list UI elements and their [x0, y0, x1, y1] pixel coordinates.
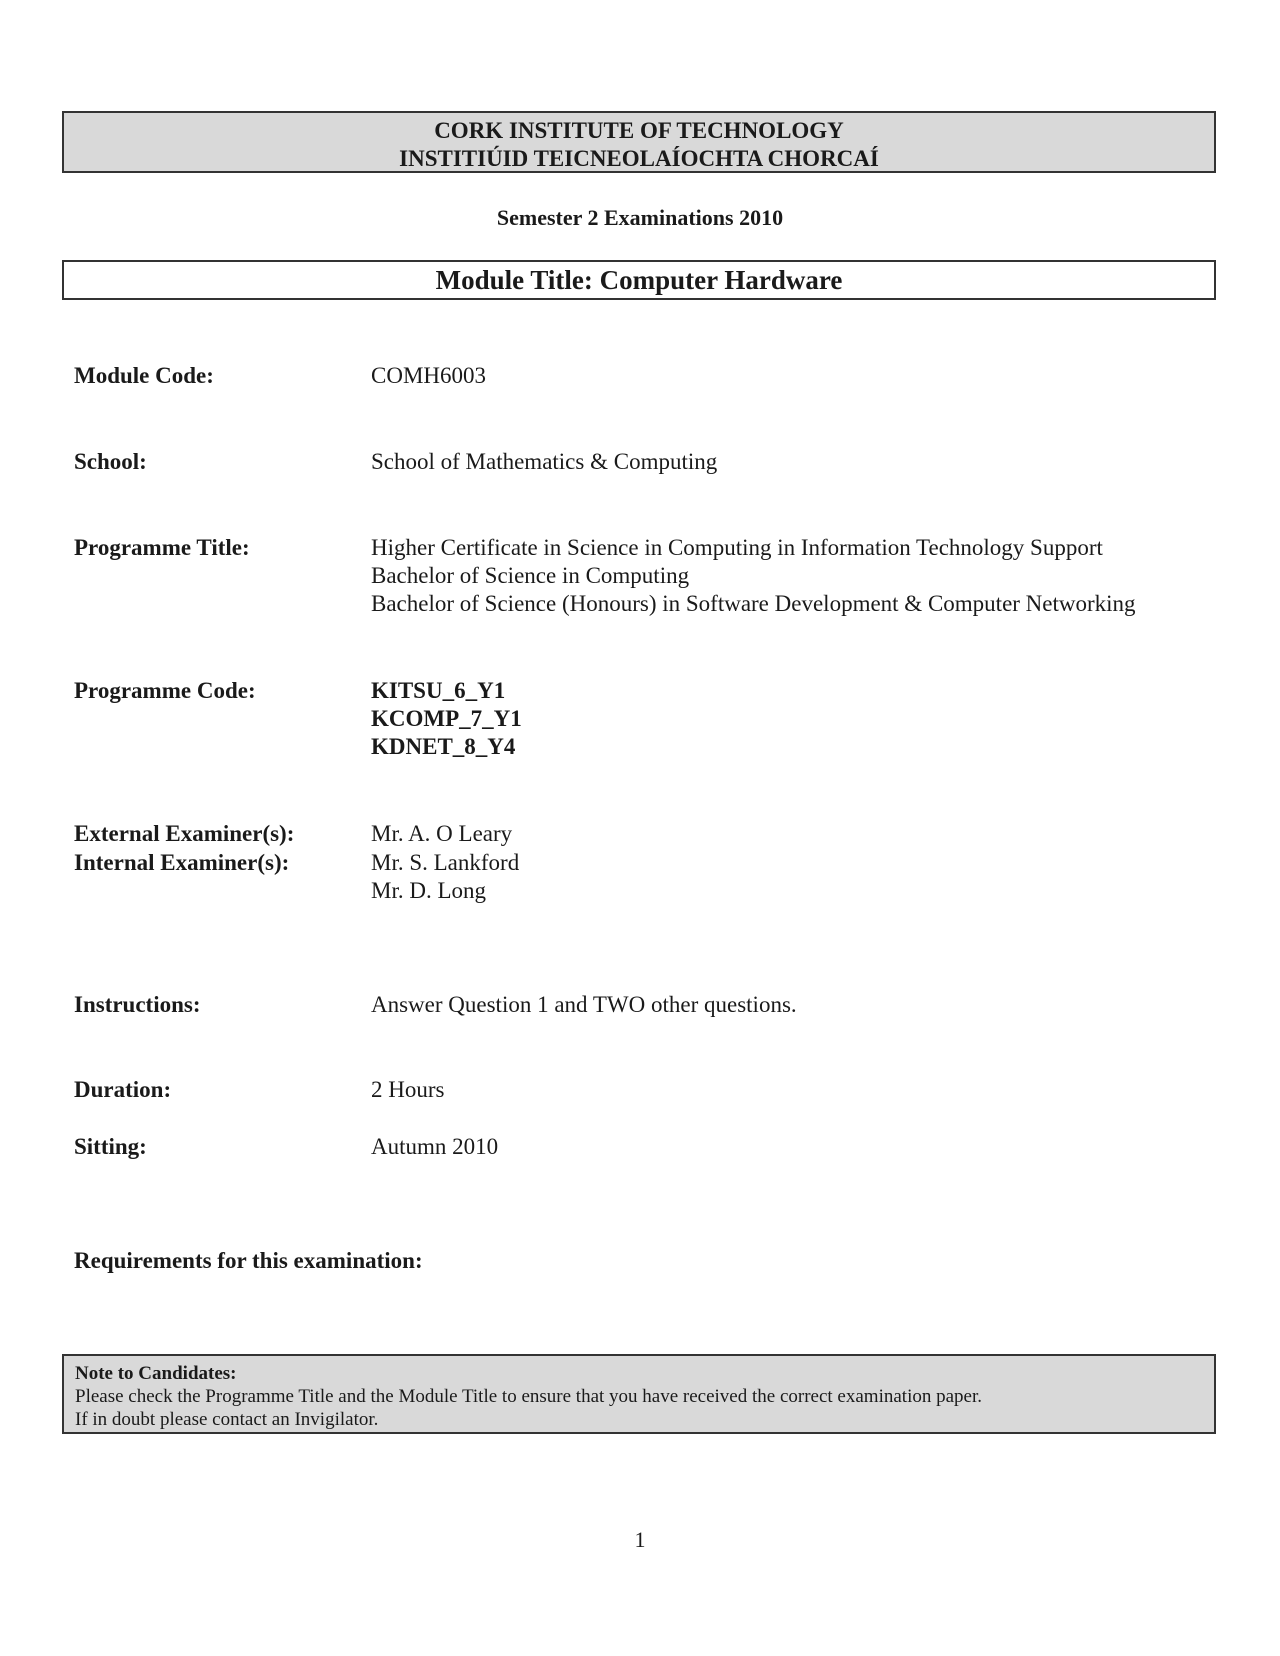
- instructions-value: Answer Question 1 and TWO other questions.: [371, 992, 797, 1017]
- institute-header: [62, 111, 1216, 173]
- internal-examiner-label: Internal Examiner(s):: [74, 850, 290, 875]
- programme-title-line: Bachelor of Science (Honours) in Software Development & Computer Networking: [371, 591, 1136, 616]
- duration-label: Duration:: [74, 1077, 172, 1102]
- internal-examiner-line: Mr. D. Long: [371, 878, 486, 903]
- programme-title-label: Programme Title:: [74, 535, 250, 560]
- institute-name-irish: INSTITIÚID TEICNEOLAÍOCHTA CHORCAÍ: [399, 146, 879, 171]
- external-examiner-label: External Examiner(s):: [74, 821, 295, 846]
- external-examiner-value: Mr. A. O Leary: [371, 821, 513, 846]
- programme-code-line: KITSU_6_Y1: [371, 678, 506, 703]
- duration-value: 2 Hours: [371, 1077, 445, 1102]
- school-label: School:: [74, 449, 147, 474]
- internal-examiner-values: [371, 849, 519, 905]
- programme-code-line: KDNET_8_Y4: [371, 734, 516, 759]
- programme-code-values: [371, 677, 522, 761]
- note-title: Note to Candidates:: [75, 1363, 237, 1384]
- sitting-value: Autumn 2010: [371, 1134, 499, 1159]
- programme-code-line: KCOMP_7_Y1: [371, 706, 522, 731]
- page-number: 1: [634, 1527, 646, 1552]
- institute-name-english: CORK INSTITUTE OF TECHNOLOGY: [434, 118, 844, 143]
- module-code-label: Module Code:: [74, 363, 214, 388]
- note-line: If in doubt please contact an Invigilator.: [75, 1409, 379, 1430]
- programme-title-values: [371, 534, 1136, 618]
- requirements-label: Requirements for this examination:: [74, 1248, 423, 1273]
- programme-code-label: Programme Code:: [74, 678, 256, 703]
- sitting-label: Sitting:: [74, 1134, 147, 1159]
- instructions-label: Instructions:: [74, 992, 201, 1017]
- programme-title-line: Higher Certificate in Science in Computing in Information Technology Support: [371, 535, 1103, 560]
- module-code-value: COMH6003: [371, 363, 487, 388]
- note-line: Please check the Programme Title and the Module Title to ensure that you have received the correct examination paper.: [75, 1386, 982, 1407]
- module-title: Module Title: Computer Hardware: [62, 260, 1216, 300]
- school-value: School of Mathematics & Computing: [371, 449, 718, 474]
- internal-examiner-line: Mr. S. Lankford: [371, 850, 520, 875]
- semester-heading: Semester 2 Examinations 2010: [496, 205, 784, 230]
- programme-title-line: Bachelor of Science in Computing: [371, 563, 690, 588]
- note-to-candidates: [62, 1354, 1216, 1434]
